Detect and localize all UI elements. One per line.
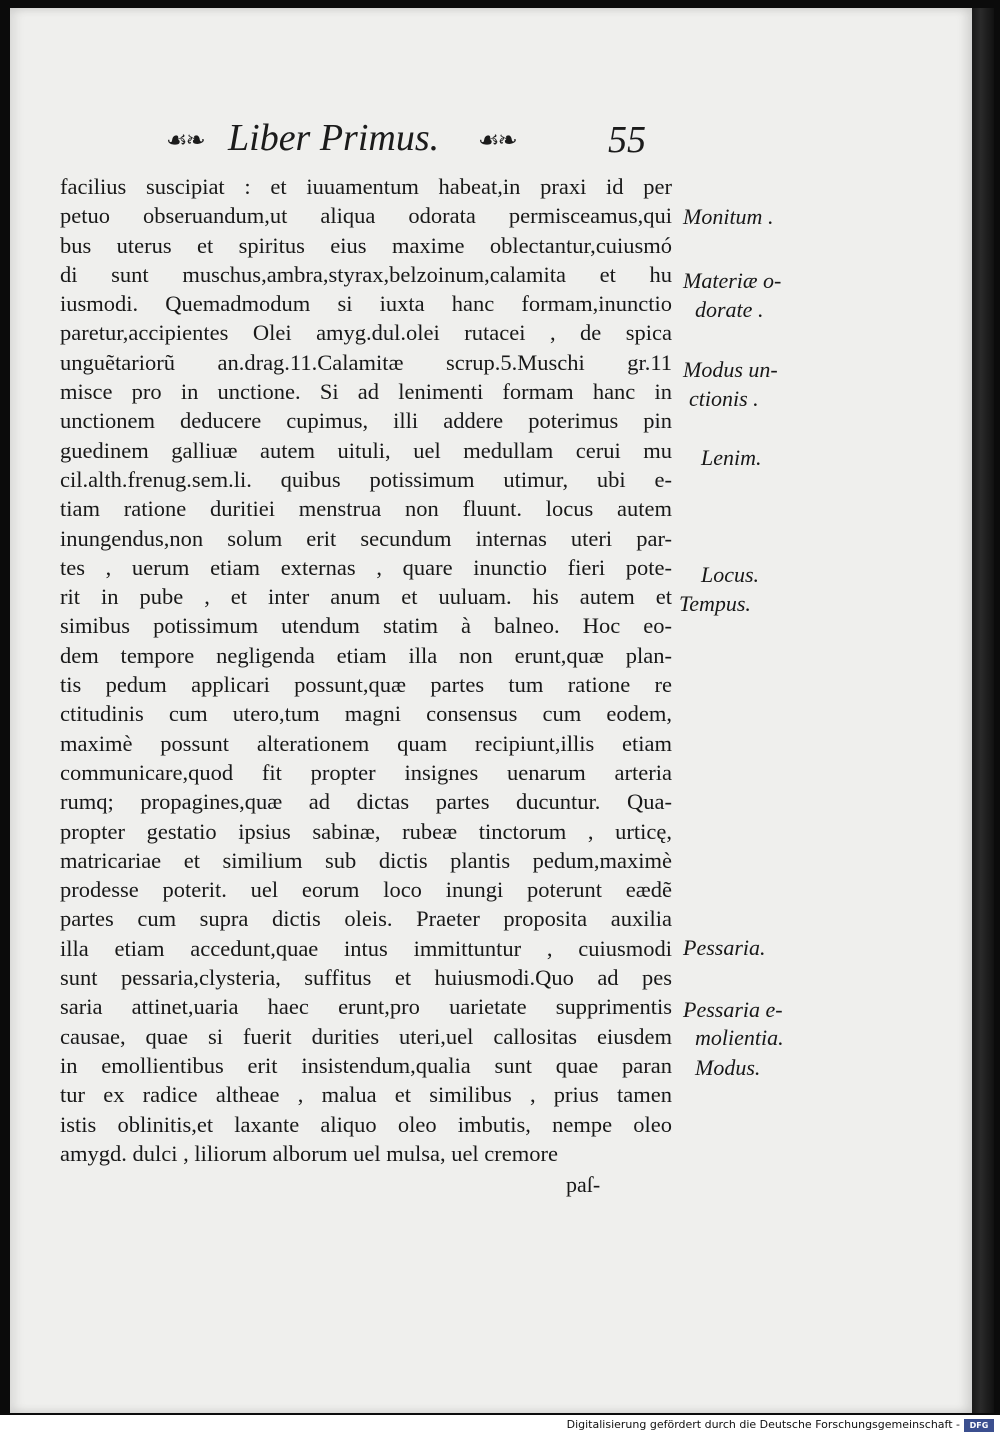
margin-note: Modus. (695, 1055, 761, 1080)
text-line: causae, quae si fuerit durities uteri,uel callositas eiusdem (60, 1023, 672, 1049)
margin-note: Lenim. (701, 445, 762, 470)
text-line: ctitudinis cum utero,tum magni consensus cum eodem, (60, 701, 672, 727)
text-line: tur ex radice altheae , malua et similibus , prius tamen (60, 1082, 672, 1108)
text-line: saria attinet,uaria haec erunt,pro uarietate supprimentis (60, 994, 672, 1020)
text-line: tes , uerum etiam externas , quare inunctio fieri pote- (60, 554, 672, 580)
text-line: amygd. dulci , liliorum alborum uel mulsa, uel cremore (60, 1140, 558, 1166)
running-title: Liber Primus. (228, 117, 440, 159)
text-line: in emollientibus erit insistendum,qualia sunt quae paran (60, 1052, 672, 1078)
margin-note: dorate . (695, 297, 764, 322)
text-line: rit in pube , et inter anum et uuluam. his autem et (60, 584, 672, 610)
text-line: unctionem deducere cupimus, illi addere poterimus pin (60, 408, 672, 434)
text-line: maximè possunt alterationem quam recipiunt,illis etiam (60, 730, 672, 756)
page-edge (972, 8, 994, 1413)
text-line: simibus potissimum utendum statim à balneo. Hoc eo- (60, 613, 672, 639)
text-line: cil.alth.frenug.sem.li. quibus potissimum utimur, ubi e- (60, 466, 672, 492)
text-line: sunt pessaria,clysteria, suffitus et huiusmodi.Quo ad pes (60, 965, 672, 991)
dfg-logo: DFG (964, 1419, 994, 1432)
margin-note: Pessaria. (683, 935, 766, 960)
footer-credit: Digitalisierung gefördert durch die Deutsche Forschungsgemeinschaft - (566, 1418, 960, 1431)
text-line: illa etiam accedunt,quae intus immittuntur , cuiusmodi (60, 935, 672, 961)
text-line: guedinem galliuæ autem uituli, uel medullam cerui mu (60, 437, 672, 463)
margin-note: molientia. (695, 1025, 784, 1050)
text-line: matricariae et similium sub dictis plantis pedum,maximè (60, 847, 672, 873)
margin-note: Modus un- (683, 357, 778, 382)
margin-note: Materiæ o- (683, 268, 782, 293)
text-line: tiam ratione duritiei menstrua non fluunt. locus autem (60, 496, 672, 522)
text-line: di sunt muschus,ambra,styrax,belzoinum,calamita et hu (60, 261, 672, 287)
text-line: partes cum supra dictis oleis. Praeter proposita auxilia (60, 906, 672, 932)
margin-note: ctionis . (689, 386, 759, 411)
text-line: iusmodi. Quemadmodum si iuxta hanc formam,inunctio (60, 291, 672, 317)
text-line: unguẽtariorũ an.drag.11.Calamitæ scrup.5.Muschi gr.11 (60, 349, 672, 375)
text-line: propter gestatio ipsius sabinæ, rubeæ tinctorum , urticę, (60, 818, 672, 844)
ornament-right-icon: ☙❧ (478, 126, 516, 154)
text-line: facilius suscipiat : et iuuamentum habeat,in praxi id per (60, 174, 672, 199)
catchword: paſ- (566, 1172, 601, 1197)
margin-note: Tempus. (679, 591, 751, 616)
text-line: petuo obseruandum,ut aliqua odorata permisceamus,qui (60, 203, 672, 229)
text-line: inungendus,non solum erit secundum internas uteri par- (60, 525, 672, 551)
body-text (60, 172, 672, 1168)
margin-note: Locus. (701, 562, 760, 587)
text-line: paretur,accipientes Olei amyg.dul.olei rutacei , de spica (60, 320, 672, 346)
margin-note: Pessaria e- (683, 997, 783, 1022)
text-line: rumq; propagines,quæ ad dictas partes ducuntur. Qua- (60, 789, 672, 815)
text-line: communicare,quod fit propter insignes uenarum arteria (60, 759, 672, 785)
text-line: bus uterus et spiritus eius maxime oblectantur,cuiusmó (60, 232, 672, 258)
text-line: prodesse poterit. uel eorum loco inungi poterunt eædẽ (60, 877, 672, 903)
page-header (160, 112, 680, 164)
ornament-left-icon: ☙❧ (166, 126, 204, 154)
text-line: tis pedum applicari possunt,quæ partes tum ratione re (60, 672, 672, 698)
text-line: misce pro in unctione. Si ad lenimenti formam hanc in (60, 379, 672, 405)
page-number: 55 (608, 119, 646, 161)
text-line: istis oblinitis,et laxante aliquo oleo imbutis, nempe oleo (60, 1111, 672, 1137)
text-line: dem tempore negligenda etiam illa non erunt,quæ plan- (60, 642, 672, 668)
margin-note: Monitum . (683, 204, 774, 229)
